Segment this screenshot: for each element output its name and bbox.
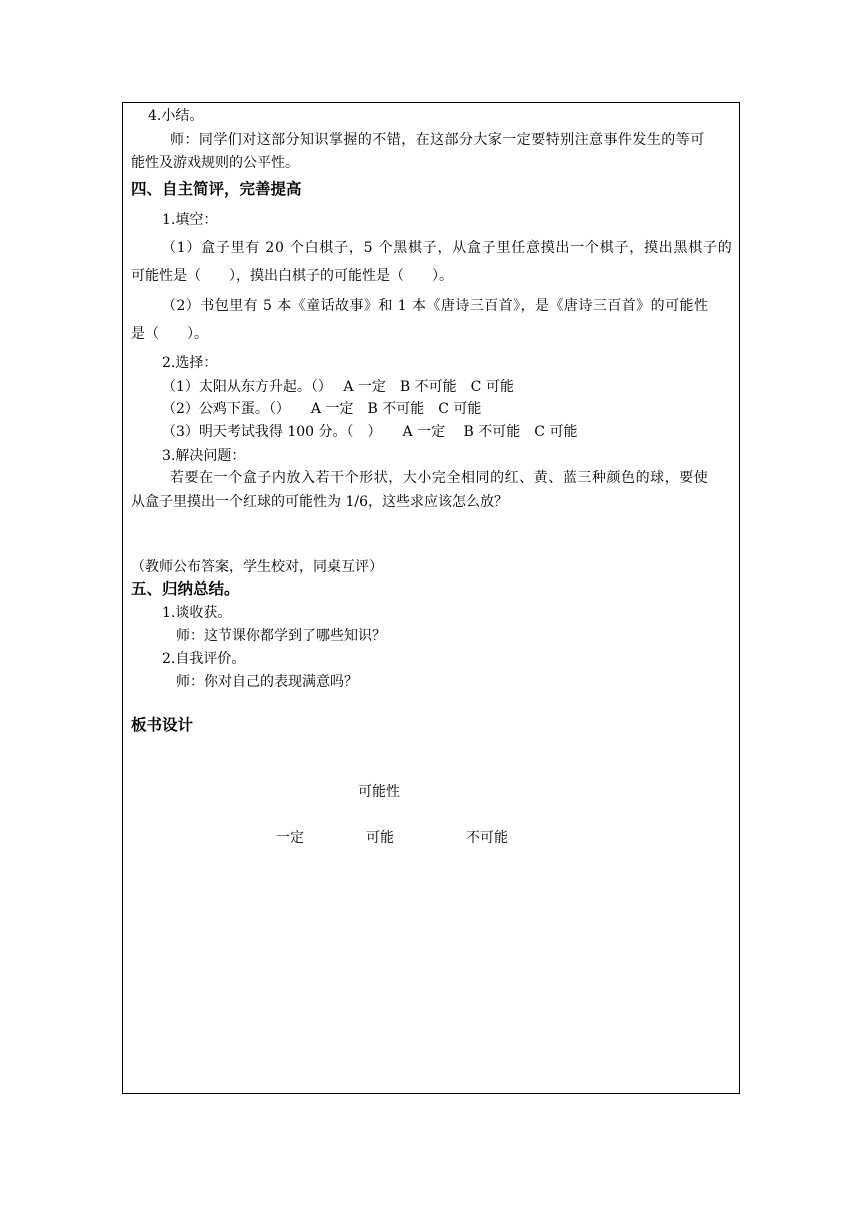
harvest-title: 1.谈收获。: [162, 605, 232, 621]
solve-line1: 若要在一个盒子内放入若干个形状，大小完全相同的红、黄、蓝三种颜色的球，要使: [170, 470, 709, 486]
choice-q1: （1）太阳从东方升起。（） A 一定 B 不可能 C 可能: [162, 379, 514, 395]
summary-title: 4.小结。: [148, 108, 204, 124]
board-item-possible: 可能: [366, 830, 394, 846]
solve-line2: 从盒子里摸出一个红球的可能性为 1/6，这些求应该怎么放？: [131, 494, 508, 510]
fill-q2-line1: （2）书包里有 5 本《童话故事》和 1 本《唐诗三百首》，是《唐诗三百首》的可能性: [162, 298, 709, 314]
board-item-certain: 一定: [276, 830, 304, 846]
fill-q1-line2: 可能性是（ ），摸出白棋子的可能性是（ ）。: [131, 268, 453, 284]
section-four-heading: 四、自主简评，完善提高: [131, 180, 302, 198]
self-eval-teacher: 师：你对自己的表现满意吗？: [176, 674, 358, 690]
board-item-impossible: 不可能: [466, 830, 508, 846]
summary-teacher-line1: 师：同学们对这部分知识掌握的不错，在这部分大家一定要特别注意事件发生的等可: [170, 132, 705, 148]
fill-title: 1.填空：: [162, 212, 218, 228]
section-five-heading: 五、归纳总结。: [131, 580, 240, 598]
choice-title: 2.选择：: [162, 355, 218, 371]
fill-q1-line1: （1）盒子里有 20 个白棋子，5 个黑棋子，从盒子里任意摸出一个棋子，摸出黑棋子的: [162, 240, 733, 256]
self-eval-title: 2.自我评价。: [162, 651, 246, 667]
teacher-note: （教师公布答案，学生校对，同桌互评）: [131, 559, 383, 575]
harvest-teacher: 师：这节课你都学到了哪些知识？: [176, 628, 386, 644]
board-title: 可能性: [358, 784, 400, 800]
solve-title: 3.解决问题：: [162, 448, 246, 464]
fill-q2-line2: 是（ ）。: [131, 326, 208, 342]
summary-teacher-line2: 能性及游戏规则的公平性。: [131, 155, 299, 171]
board-design-heading: 板书设计: [131, 716, 194, 734]
choice-q2: （2）公鸡下蛋。（） A 一定 B 不可能 C 可能: [162, 401, 482, 417]
choice-q3: （3）明天考试我得 100 分。（ ） A 一定 B 不可能 C 可能: [162, 424, 578, 440]
